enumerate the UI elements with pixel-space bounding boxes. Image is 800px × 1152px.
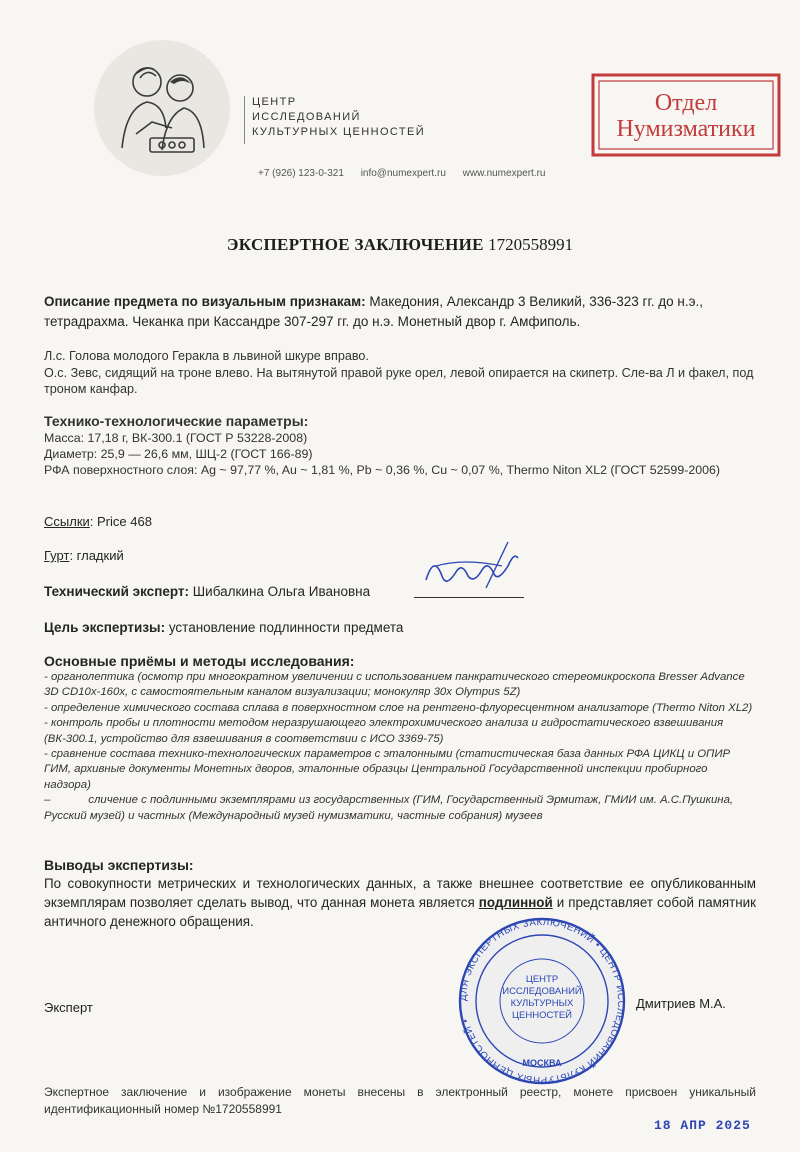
conclusion-block	[44, 856, 756, 931]
param-xrf: РФА поверхностного слоя: Ag ~ 97,77 %, Au ~ 1,81 %, Pb ~ 0,36 %, Cu ~ 0,07 %, Thermo Niton XL2 (ГОСТ 52599-2006)	[44, 463, 721, 477]
refs-line	[44, 512, 756, 532]
tech-expert-signature	[416, 536, 526, 600]
seal-center-line-1: ЦЕНТР	[525, 974, 559, 985]
contacts-line	[258, 168, 545, 179]
params-heading: Технико-технологические параметры:	[44, 413, 309, 429]
method-item: – сличение с подлинными экземплярами из государственных (ГИМ, Государственный Эрмитаж, ГМИИ им. А.С.Пушкина, Русский музей) и частных (Международный музей нумизматики, частные собрания) музеев	[44, 794, 737, 822]
email-link[interactable]: info@numexpert.ru	[360, 168, 446, 179]
methods-block	[44, 652, 756, 824]
description-block	[44, 292, 756, 332]
refs-value: : Price 468	[89, 514, 152, 529]
description-text: Македония, Александр 3 Великий, 336-323 гг. до н.э., тетрадрахма. Чеканка при Кассандре 307-297 гг. до н.э. Монетный двор г. Амфиполь.	[44, 294, 703, 329]
sides-block	[44, 348, 756, 398]
website-link[interactable]: www.numexpert.ru	[462, 168, 546, 179]
reverse-text: О.с. Зевс, сидящий на троне влево. На вытянутой правой руке орел, левой опирается на скипетр. Сле-ва Л и факел, под троном канфар.	[44, 365, 754, 396]
org-logo	[92, 38, 232, 178]
param-diameter: Диаметр: 25,9 — 26,6 мм, ШЦ-2 (ГОСТ 166-89)	[44, 447, 313, 461]
org-name-line-1: ЦЕНТР	[252, 96, 297, 108]
phone[interactable]: +7 (926) 123-0-321	[258, 168, 344, 179]
seal-city: МОСКВА	[522, 1058, 562, 1068]
edge-label: Гурт	[44, 548, 70, 563]
tech-expert-label: Технический эксперт:	[44, 584, 190, 599]
param-mass: Масса: 17,18 г, ВК-300.1 (ГОСТ Р 53228-2008)	[44, 431, 308, 445]
seal-center-line-3: КУЛЬТУРНЫХ	[510, 998, 574, 1009]
expert-name: Дмитриев М.А.	[636, 996, 726, 1011]
title-number: 1720558991	[488, 235, 574, 254]
seal-center-line-2: ИССЛЕДОВАНИЙ	[502, 986, 582, 997]
conclusion-emphasis: подлинной	[478, 895, 553, 910]
method-item: - сравнение состава технико-технологических параметров с эталонными (статистическая база данных РФА ЦИКЦ и ОПИР ГИМ, архивные документы Монетных дворов, эталонные образцы Центральной Государственной инспекции пробирного надзора)	[44, 748, 731, 791]
page-title	[0, 235, 800, 255]
method-item: - определение химического состава сплава в поверхностном слое на рентгено-флуоресцентном анализаторе (Thermo Niton XL2)	[44, 701, 753, 714]
conclusion-heading: Выводы экспертизы:	[44, 857, 194, 873]
date-stamp: 18 АПР 2025	[654, 1118, 751, 1133]
tech-expert-line	[44, 582, 756, 602]
dept-stamp-line-1: Отдел	[654, 90, 718, 116]
tech-expert-name: Шибалкина Ольга Ивановна	[189, 584, 371, 599]
obverse-text: Л.с. Голова молодого Геракла в львиной шкуре вправо.	[44, 349, 369, 363]
expert-label: Эксперт	[44, 1000, 93, 1015]
method-item: - контроль пробы и плотности методом неразрушающего электрохимического анализа и гидростатического взвешивания (ВК-300.1, устройство для взвешивания в соответствии с ИСО 3369-75)	[44, 717, 724, 745]
official-seal	[440, 916, 644, 1086]
goal-line	[44, 618, 756, 638]
dept-stamp-line-2: Нумизматики	[616, 116, 756, 142]
org-name-line-2: ИССЛЕДОВАНИЙ	[252, 111, 361, 123]
method-item: - органолептика (осмотр при многократном увеличении с использованием панкратического стереомикроскопа Bresser Advance 3D CD10x-160x, с самостоятельным каналом визуализации; монокуляр 30x Olympus 5Z)	[44, 671, 745, 699]
goal-value: установление подлинности предмета	[165, 620, 404, 635]
refs-label: Ссылки	[44, 514, 90, 529]
seal-center-line-4: ЦЕННОСТЕЙ	[512, 1010, 572, 1021]
edge-line	[44, 546, 756, 566]
edge-value: : гладкий	[69, 548, 124, 563]
conclusion-text-after: и представляет собой памятник античного денежного обращения.	[44, 895, 756, 929]
methods-heading: Основные приёмы и методы исследования:	[44, 653, 355, 669]
department-stamp	[590, 72, 782, 158]
org-name-line-3: КУЛЬТУРНЫХ ЦЕННОСТЕЙ	[252, 126, 426, 138]
description-label: Описание предмета по визуальным признакам:	[44, 294, 366, 309]
header-divider	[244, 96, 245, 144]
params-block	[44, 412, 756, 478]
title-label: ЭКСПЕРТНОЕ ЗАКЛЮЧЕНИЕ	[226, 235, 484, 254]
seal-ring-text: ДЛЯ ЭКСПЕРТНЫХ ЗАКЛЮЧЕНИЙ • ЦЕНТР ИССЛЕДОВАНИЙ КУЛЬТУРНЫХ ЦЕННОСТЕЙ •	[457, 916, 627, 1086]
footer-note: Экспертное заключение и изображение монеты внесены в электронный реестр, монете присвоен уникальный идентификационный номер №1720558991	[44, 1085, 756, 1116]
goal-label: Цель экспертизы:	[44, 620, 166, 635]
conclusion-text	[44, 874, 756, 931]
conclusion-text-before: По совокупности метрических и технологических данных, а также внешнее соответствие ее опубликованным экземплярам позволяет сделать вывод, что данная монета является	[44, 876, 756, 910]
